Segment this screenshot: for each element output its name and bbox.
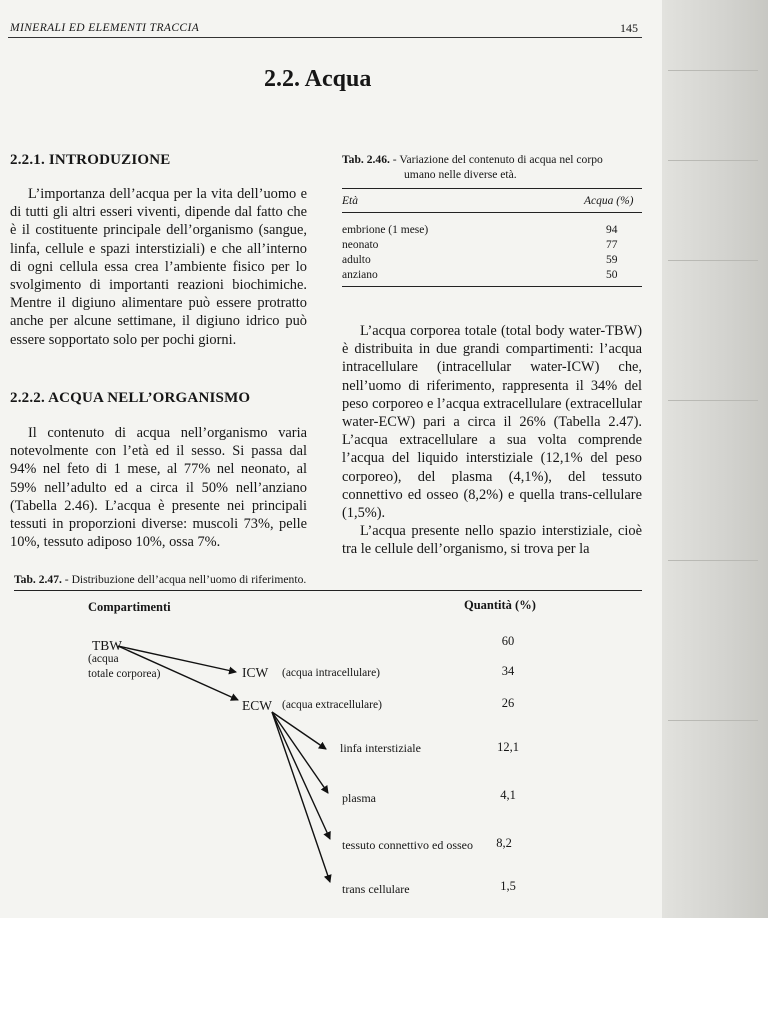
bleed-line — [668, 400, 758, 401]
intro-heading: 2.2.1. INTRODUZIONE — [10, 152, 171, 168]
table-247-col-quantity: Quantità (%) — [464, 598, 536, 612]
icw-label: ICW — [242, 665, 269, 680]
transcellular-label: trans cellulare — [342, 882, 410, 896]
intro-paragraph: L’importanza dell’acqua per la vita dell’uomo e di tutti gli altri esseri viventi, dipende dal fatto che è il costituente principale dell’organismo (sangue, linfa, cellule e spazi interstiziali) e che all’interno di ogni cellula essa crea l’ambiente fisico per lo svolgimento di importanti reazioni biochimiche. Mentre il digiuno alimentare può essere protratto anche per alcune settimane, il digiuno idrico può essere sopportato solo per pochi giorni. — [10, 186, 307, 348]
arrow-ecw-transcellular — [272, 712, 330, 882]
plasma-value: 4,1 — [500, 788, 516, 802]
transcellular-value: 1,5 — [500, 879, 516, 893]
page-number: 145 — [620, 21, 638, 35]
header-rule — [8, 37, 642, 38]
ecw-label: ECW — [242, 698, 272, 713]
table-247-col-compartments: Compartimenti — [88, 600, 171, 614]
connective-value: 8,2 — [496, 836, 512, 850]
running-title: MINERALI ED ELEMENTI TRACCIA — [10, 22, 200, 34]
table-246-caption-text-2: umano nelle diverse età. — [404, 168, 517, 181]
tbw-label: TBW — [92, 638, 122, 653]
section-title: 2.2. Acqua — [264, 66, 372, 92]
intro-text — [10, 185, 307, 349]
table-247-label: Tab. 2.47. — [14, 573, 62, 586]
table-row-age: adulto — [342, 254, 371, 266]
facing-page-edge — [662, 0, 768, 918]
arrow-ecw-connective — [272, 712, 330, 839]
table-247-top-rule — [14, 590, 642, 591]
icw-value: 34 — [501, 664, 515, 678]
table-row-value: 77 — [606, 239, 618, 251]
table-247-caption — [14, 572, 634, 587]
plasma-label: plasma — [342, 791, 376, 805]
table-246-caption — [342, 152, 642, 182]
table-246-col-water: Acqua (%) — [584, 195, 634, 207]
tbw-desc-2: totale corporea) — [88, 668, 161, 680]
bleed-line — [668, 560, 758, 561]
organism-heading: 2.2.2. ACQUA NELL’ORGANISMO — [10, 390, 251, 406]
table-246-col-age: Età — [342, 195, 358, 207]
arrow-ecw-plasma — [272, 712, 328, 793]
table-246-label: Tab. 2.46. — [342, 153, 390, 166]
table-246-bottom-rule — [342, 286, 642, 287]
table-246-header-rule — [342, 212, 642, 213]
organism-paragraph: Il contenuto di acqua nell’organismo varia notevolmente con l’età ed il sesso. Si passa dal 94% nel feto di 1 mese, al 77% nel neonato, al 59% nell’adulto ed a circa il 50% nell’anziano (Tabella 2.46). L’acqua è presente nei principali tessuti in proporzioni diverse: muscoli 73%, pelle 10%, tessuto adiposo 10%, ossa 7%. — [10, 425, 307, 551]
table-row-value: 94 — [606, 224, 618, 236]
bleed-line — [668, 720, 758, 721]
table-246-caption-text: - Variazione del contenuto di acqua nel corpo — [389, 153, 603, 166]
table-row-age: anziano — [342, 269, 378, 281]
right-paragraph: L’acqua corporea totale (total body water-TBW) è distribuita in due grandi compartimenti: l’acqua intracellulare (intracellular water-ICW) che, nell’uomo di riferimento, rappresenta il 34% del peso corporeo e l’acqua extracellulare (extracellular water-ECW) pari a circa il 26% (Tabella 2.47). L’acqua extracellulare a sua volta comprende l’acqua del liquido interstiziale (12,1% del peso corporeo), del plasma (4,1%), del tessuto connettivo ed osseo (8,2%) e quella trans-cellulare (1,5%). — [342, 323, 642, 522]
table-row-age: neonato — [342, 239, 379, 251]
interstitial-value: 12,1 — [497, 740, 519, 754]
ecw-value: 26 — [501, 696, 515, 710]
table-row-value: 59 — [606, 254, 618, 266]
connective-label: tessuto connettivo ed osseo — [342, 838, 473, 852]
arrow-ecw-interstitial — [272, 712, 326, 749]
table-row-value: 50 — [606, 269, 618, 281]
organism-text — [10, 424, 307, 551]
ecw-desc: (acqua extracellulare) — [282, 699, 382, 711]
interstitial-label: linfa interstiziale — [340, 741, 421, 755]
bleed-line — [668, 160, 758, 161]
table-247-caption-text: - Distribuzione dell’acqua nell’uomo di riferimento. — [61, 573, 307, 586]
right-paragraph: L’acqua presente nello spazio interstiziale, cioè tra le cellule dell’organismo, si trova per la — [342, 523, 642, 558]
table-row-age: embrione (1 mese) — [342, 224, 429, 236]
table-246-top-rule — [342, 188, 642, 189]
icw-desc: (acqua intracellulare) — [282, 667, 381, 679]
page-bottom-margin — [0, 918, 768, 1024]
bleed-line — [668, 260, 758, 261]
right-column-text — [342, 322, 642, 559]
tbw-desc-1: (acqua — [88, 653, 119, 665]
tbw-value: 60 — [501, 634, 515, 648]
bleed-line — [668, 70, 758, 71]
